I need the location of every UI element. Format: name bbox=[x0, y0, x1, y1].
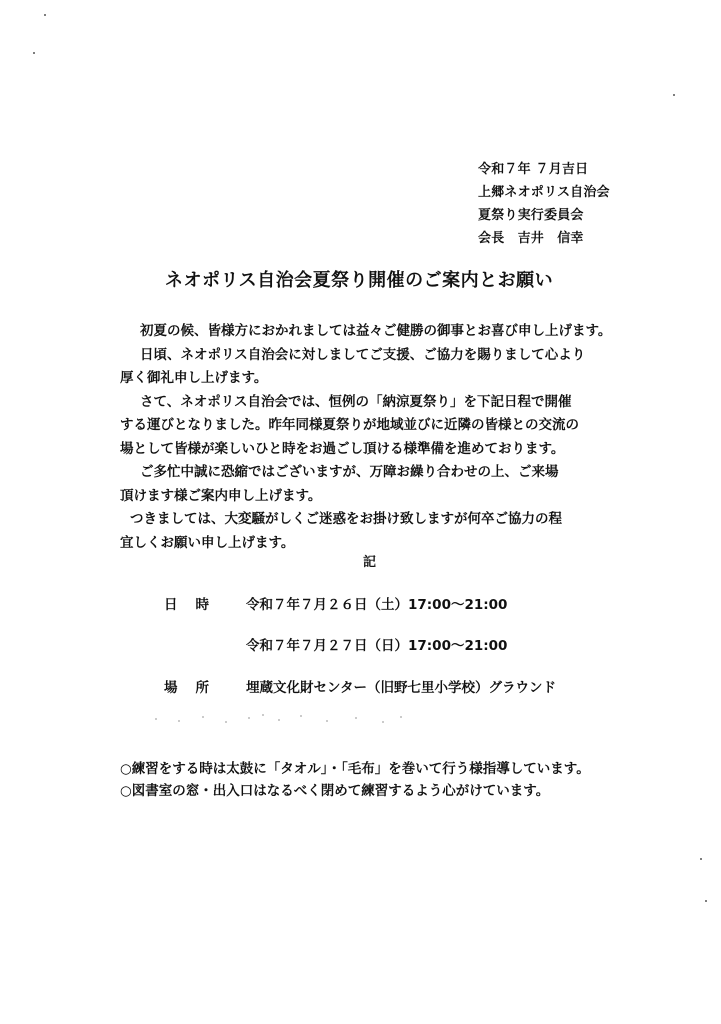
sender-block bbox=[478, 158, 610, 250]
body-line: 厚く御礼申し上げます。 bbox=[120, 370, 268, 386]
committee-name: 夏祭り実行委員会 bbox=[478, 208, 584, 223]
body-line: 宜しくお願い申し上げます。 bbox=[120, 534, 295, 551]
organization-name: 上郷ネオポリス自治会 bbox=[478, 185, 610, 200]
place-label: 場所 bbox=[164, 680, 227, 696]
chair-name: 会長 吉井 信幸 bbox=[478, 231, 584, 246]
issue-date: 令和７年 ７月吉日 bbox=[478, 162, 589, 177]
body-line: ご多忙中誠に恐縮ではございますが、万障お繰り合わせの上、ご来場 bbox=[140, 464, 559, 480]
notes-block bbox=[120, 758, 590, 802]
body-line: 頂けます様ご案内申し上げます。 bbox=[120, 487, 322, 504]
note-line: ○図書室の窓・出入口はなるべく閉めて練習するよう心がけています。 bbox=[120, 783, 550, 799]
scan-speck bbox=[705, 900, 707, 902]
scan-speck bbox=[700, 858, 702, 860]
datetime-label: 日時 bbox=[164, 597, 227, 613]
datetime-value-2: 令和７年７月２７日（日）17:00～21:00 bbox=[246, 638, 508, 654]
datetime-value-1: 令和７年７月２６日（土）17:00～21:00 bbox=[246, 597, 508, 613]
ki-heading: 記 bbox=[363, 555, 377, 570]
body-line: 日頃、ネオポリス自治会に対しましてご支援、ご協力を賜りまして心より bbox=[140, 346, 586, 363]
place-value: 埋蔵文化財センター（旧野七里小学校）グラウンド bbox=[246, 680, 556, 696]
body-line: さて、ネオポリス自治会では、恒例の「納涼夏祭り」を下記日程で開催 bbox=[140, 393, 572, 410]
scan-speck bbox=[33, 52, 35, 54]
note-line: ○練習をする時は太鼓に「タオル」・「毛布」を巻いて行う様指導しています。 bbox=[120, 761, 590, 777]
scan-speck bbox=[673, 94, 675, 96]
body-line: 場として皆様が楽しいひと時をお過ごし頂ける様準備を進めております。 bbox=[120, 440, 565, 457]
body-line: つきましては、大変騒がしくご迷惑をお掛け致しますが何卒ご協力の程 bbox=[130, 511, 562, 527]
scan-noise-row bbox=[150, 712, 410, 726]
body-paragraphs bbox=[120, 320, 620, 555]
body-line: 初夏の候、皆様方におかれましては益々ご健勝の御事とお喜び申し上げます。 bbox=[140, 323, 612, 339]
body-line: する運びとなりました。昨年同様夏祭りが地域並びに近隣の皆様との交流の bbox=[120, 417, 579, 433]
scan-speck bbox=[44, 14, 46, 16]
document-title: ネオポリス自治会夏祭り開催のご案内とお願い bbox=[165, 270, 554, 291]
